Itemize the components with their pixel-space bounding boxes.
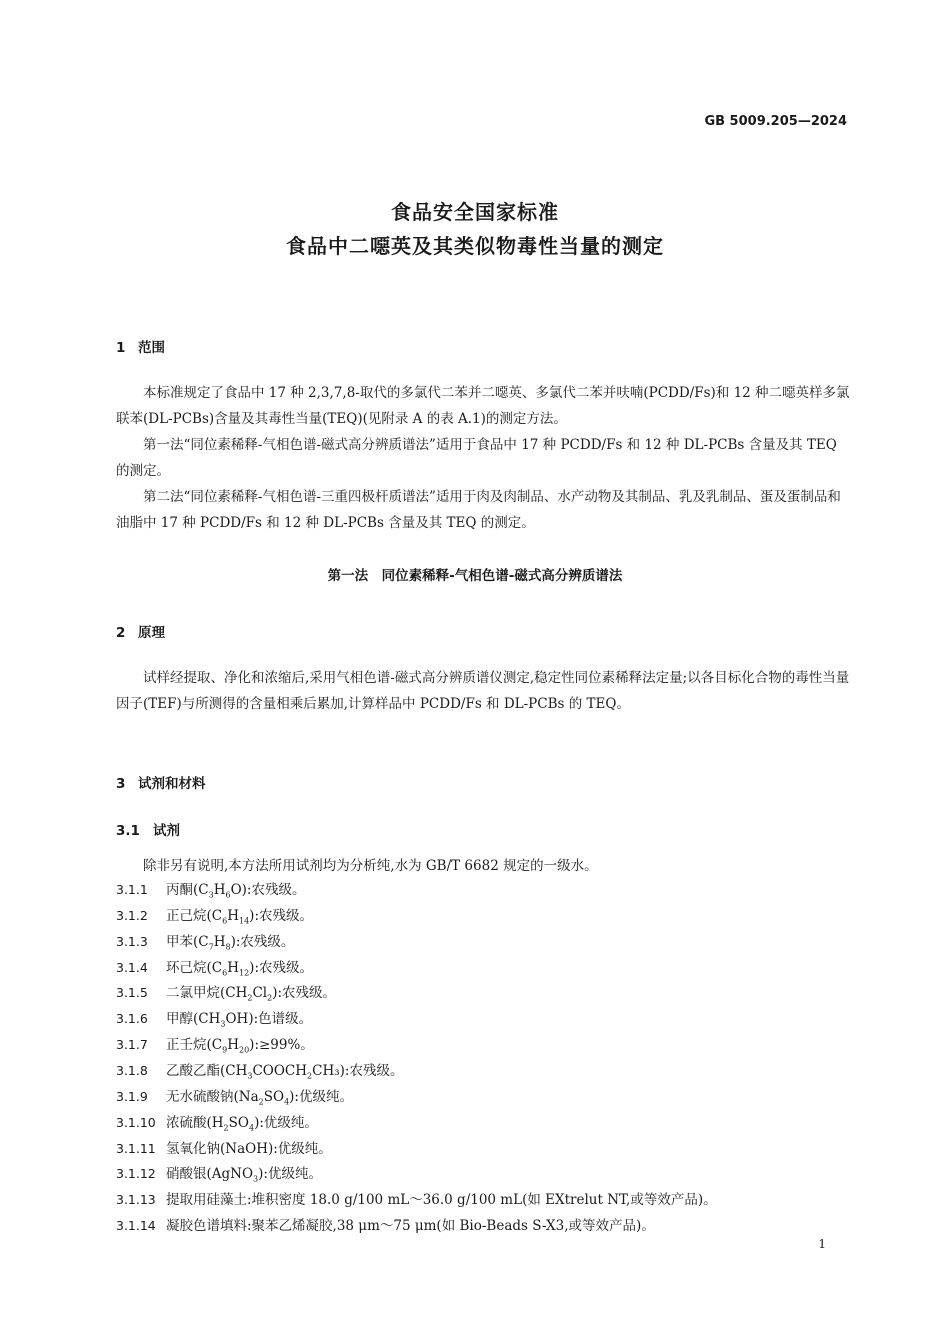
reagent-text: 正己烷$(C_6H_{14})$:农残级。 xyxy=(166,907,313,926)
reagent-item xyxy=(116,956,313,978)
reagent-text: 乙酸乙酯$(CH_3COOCH_2CH_3)$:农残级。 xyxy=(166,1062,404,1081)
reagent-number: 3.1.2 xyxy=(116,907,148,923)
reagent-text: 提取用硅藻土:堆积密度 18.0 g/100 mL～36.0 g/100 mL(如 EXtrelut NT,或等效产品)。 xyxy=(166,1192,717,1209)
reagent-number: 3.1.9 xyxy=(116,1088,148,1104)
reagent-item xyxy=(116,930,294,952)
subsection-number: 3.1 xyxy=(116,823,140,839)
subsection-title: 试剂 xyxy=(153,823,180,839)
reagent-item xyxy=(116,1188,717,1208)
reagent-text: 二氯甲烷$(CH_2Cl_2)$:农残级。 xyxy=(166,985,337,1004)
reagent-text: 正壬烷$(C_9H_{20}):\ge 99\%$。 xyxy=(166,1037,314,1055)
scope-paragraph-1: 本标准规定了食品中 17 种 2,3,7,8-取代的多氯代二苯并二噁英、多氯代二苯并呋喃(PCDD/Fs)和 12 种二噁英样多氯联苯(DL-PCBs)含量及其毒性当量(TEQ)(见附录 A 的表 A.1)的测定方法。 xyxy=(116,385,850,427)
reagent-text: 甲醇$(CH_3OH)$:色谱级。 xyxy=(166,1011,313,1029)
reagent-item xyxy=(116,1111,318,1133)
reagent-text: 凝胶色谱填料:聚苯乙烯凝胶,38 μm～75 μm(如 Bio-Beads S-X3,或等效产品)。 xyxy=(166,1218,655,1235)
section-title: 范围 xyxy=(138,340,165,356)
section-heading-principle xyxy=(116,621,165,641)
reagent-text: 氢氧化钠(NaOH):优级纯。 xyxy=(166,1140,332,1157)
section-title: 试剂和材料 xyxy=(138,776,206,792)
reagent-item xyxy=(116,878,305,900)
reagent-text: 环己烷$(C_6H_{12})$:农残级。 xyxy=(166,959,313,978)
reagent-text: 甲苯$(C_7H_8)$:农残级。 xyxy=(166,933,295,952)
section-heading-scope xyxy=(116,336,165,356)
reagent-number: 3.1.8 xyxy=(116,1062,148,1078)
reagent-number: 3.1.13 xyxy=(116,1192,156,1208)
reagent-item xyxy=(116,1137,332,1157)
subsection-heading-reagents xyxy=(116,819,180,839)
reagent-text: 浓硫酸$(H_2SO_4)$:优级纯。 xyxy=(166,1114,318,1133)
section-title: 原理 xyxy=(138,625,165,641)
reagent-number: 3.1.4 xyxy=(116,959,148,975)
reagent-number: 3.1.7 xyxy=(116,1037,148,1053)
method-one-title: 第一法 同位素稀释-气相色谱-磁式高分辨质谱法 xyxy=(327,568,623,584)
reagent-number: 3.1.11 xyxy=(116,1140,156,1156)
reagent-number: 3.1.1 xyxy=(116,882,148,897)
page-number: 1 xyxy=(818,1237,826,1251)
scope-paragraph-3: 第二法“同位素稀释-气相色谱-三重四极杆质谱法”适用于肉及肉制品、水产动物及其制品、乳及乳制品、蛋及蛋制品和油脂中 17 种 PCDD/Fs 和 12 种 DL-PCBs 含量及其 TEQ 的测定。 xyxy=(116,489,841,531)
section-number: 2 xyxy=(116,625,126,641)
reagent-item xyxy=(116,1162,322,1184)
reagent-text: 硝酸银(AgNO$_3$):优级纯。 xyxy=(166,1166,322,1185)
reagent-item xyxy=(116,1214,655,1234)
standard-code: GB 5009.205—2024 xyxy=(704,114,847,129)
principle-paragraph: 试样经提取、净化和浓缩后,采用气相色谱-磁式高分辨质谱仪测定,稳定性同位素稀释法定量;以各目标化合物的毒性当量因子(TEF)与所测得的含量相乘后累加,计算样品中 PCDD/Fs 和 DL-PCBs 的 TEQ。 xyxy=(116,670,850,712)
document-title-line2: 食品中二噁英及其类似物毒性当量的测定 xyxy=(286,234,664,258)
section-heading-reagents-materials xyxy=(116,772,206,792)
reagent-item xyxy=(116,1059,403,1081)
section-number: 3 xyxy=(116,776,126,792)
reagents-intro: 除非另有说明,本方法所用试剂均为分析纯,水为 GB/T 6682 规定的一级水。 xyxy=(143,858,598,874)
reagent-item xyxy=(116,981,336,1003)
reagent-number: 3.1.12 xyxy=(116,1166,156,1182)
scope-paragraph-2: 第一法“同位素稀释-气相色谱-磁式高分辨质谱法”适用于食品中 17 种 PCDD/Fs 和 12 种 DL-PCBs 含量及其 TEQ 的测定。 xyxy=(116,437,837,479)
reagent-item xyxy=(116,1007,312,1029)
reagent-number: 3.1.14 xyxy=(116,1218,156,1234)
reagent-item xyxy=(116,1033,314,1055)
reagent-text: 丙酮$(C_3H_6O)$:农残级。 xyxy=(166,882,306,900)
reagent-text: 无水硫酸钠$(Na_2SO_4)$:优级纯。 xyxy=(166,1088,353,1107)
reagent-item xyxy=(116,1085,353,1107)
reagent-number: 3.1.6 xyxy=(116,1011,148,1027)
reagent-number: 3.1.5 xyxy=(116,985,148,1001)
reagent-item xyxy=(116,904,313,926)
document-title-line1: 食品安全国家标准 xyxy=(391,200,559,224)
reagent-number: 3.1.3 xyxy=(116,933,148,949)
reagent-number: 3.1.10 xyxy=(116,1114,156,1130)
section-number: 1 xyxy=(116,340,126,356)
